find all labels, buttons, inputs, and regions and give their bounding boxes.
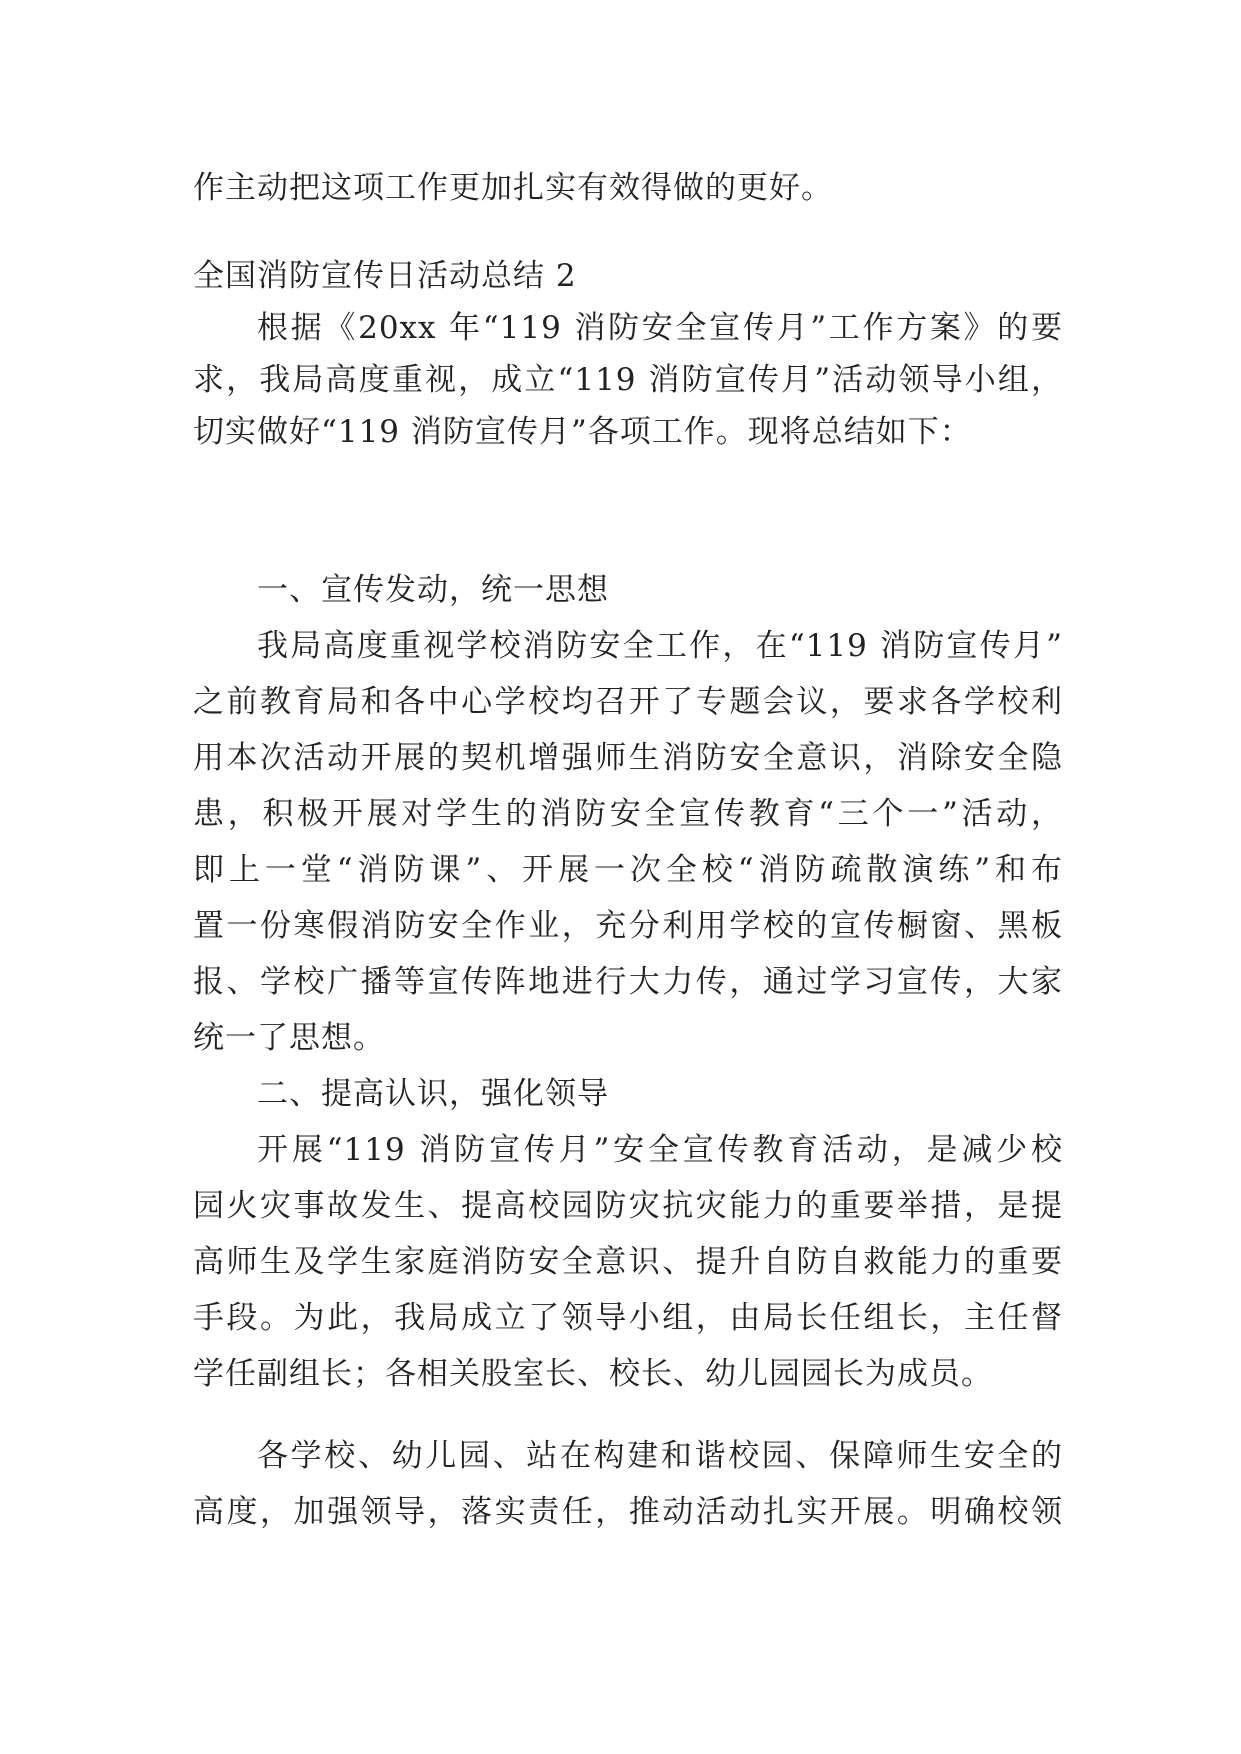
text-line: 切实做好“119 消防宣传月”各项工作。现将总结如下： (193, 414, 972, 450)
text-line: 我局高度重视学校消防安全工作，在“119 消防宣传月” (257, 628, 1063, 664)
text-line: 园火灾事故发生、提高校园防灾抗灾能力的重要举措，是提 (193, 1188, 1063, 1224)
subheading: 二、提高认识，强化领导 (257, 1076, 609, 1112)
text-line: 高度，加强领导，落实责任，推动活动扎实开展。明确校领 (193, 1494, 1063, 1530)
text-line: 置一份寒假消防安全作业，充分利用学校的宣传橱窗、黑板 (193, 908, 1063, 944)
text-line: 开展“119 消防宣传月”安全宣传教育活动，是减少校 (257, 1132, 1063, 1168)
text-line: 学任副组长；各相关股室长、校长、幼儿园园长为成员。 (193, 1356, 993, 1392)
text-line: 之前教育局和各中心学校均召开了专题会议，要求各学校利 (193, 684, 1063, 720)
text-line: 求，我局高度重视，成立“119 消防宣传月”活动领导小组， (193, 362, 1063, 398)
section-title: 全国消防宣传日活动总结 2 (193, 258, 577, 294)
text-line: 即上一堂“消防课”、开展一次全校“消防疏散演练”和布 (193, 852, 1063, 888)
text-line: 根据《20xx 年“119 消防安全宣传月”工作方案》的要 (257, 310, 1063, 346)
text-line: 患，积极开展对学生的消防安全宣传教育“三个一”活动， (193, 796, 1063, 832)
subheading: 一、宣传发动，统一思想 (257, 572, 609, 608)
text-line: 高师生及学生家庭消防安全意识、提升自防自救能力的重要 (193, 1244, 1063, 1280)
text-line: 用本次活动开展的契机增强师生消防安全意识，消除安全隐 (193, 740, 1063, 776)
text-line: 统一了思想。 (193, 1020, 385, 1056)
text-line: 手段。为此，我局成立了领导小组，由局长任组长，主任督 (193, 1300, 1063, 1336)
text-line: 各学校、幼儿园、站在构建和谐校园、保障师生安全的 (257, 1438, 1063, 1474)
text-line: 报、学校广播等宣传阵地进行大力传，通过学习宣传，大家 (193, 964, 1063, 1000)
text-line: 作主动把这项工作更加扎实有效得做的更好。 (193, 170, 833, 206)
